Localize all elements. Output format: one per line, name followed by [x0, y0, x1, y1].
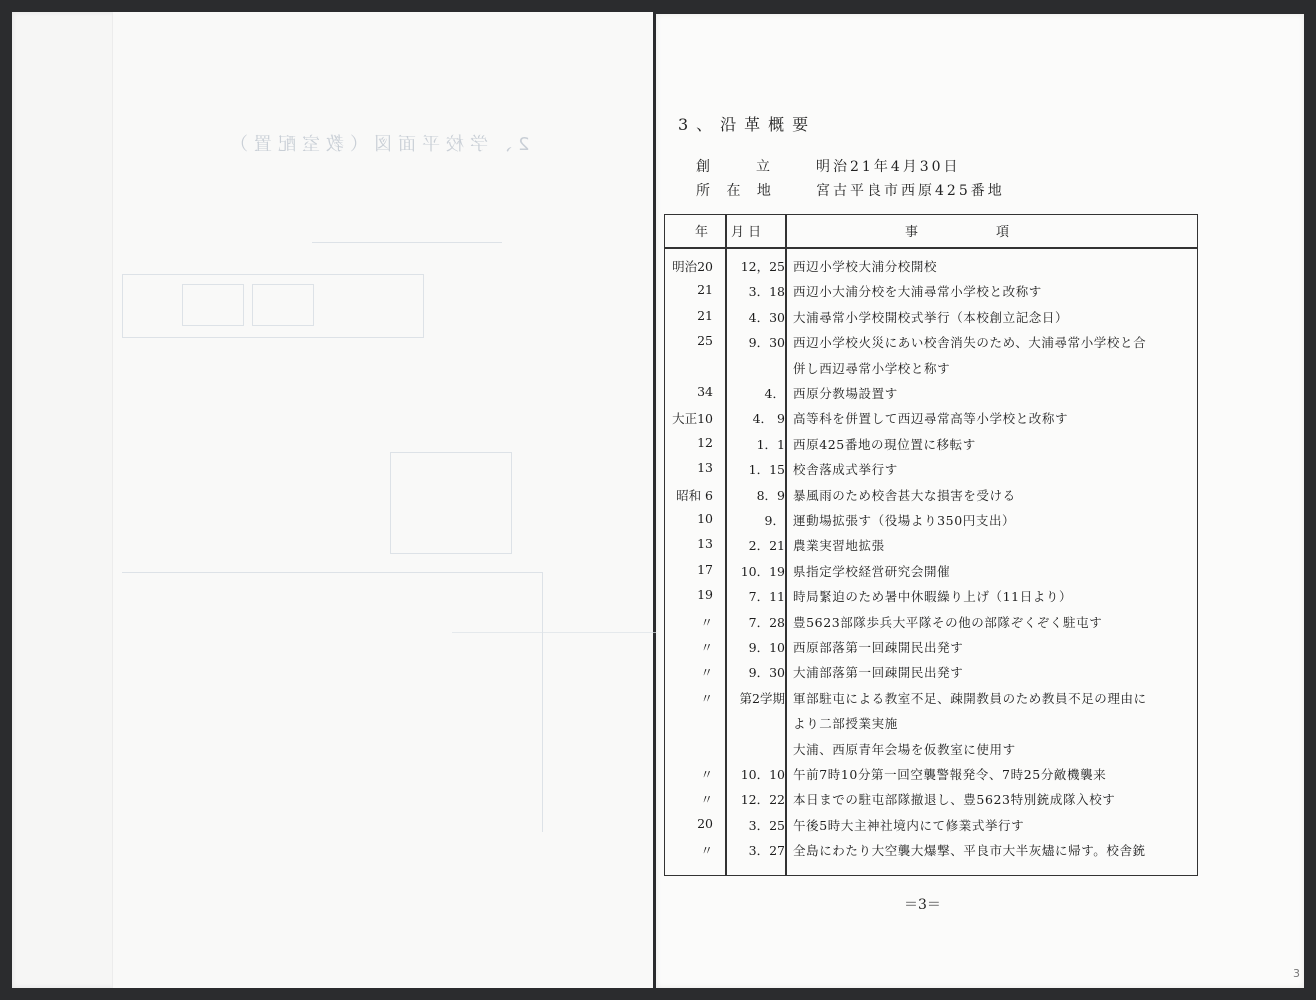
row-event: 校舎落成式挙行す [793, 462, 898, 478]
row-date: 9．30 [748, 335, 785, 351]
table-row [665, 456, 1197, 481]
row-event: 本日までの駐屯部隊撤退し、豊5623特別銃成隊入校す [793, 792, 1116, 808]
row-date: 1．1 [756, 436, 785, 452]
table-row [665, 431, 1197, 456]
header-year: 年 [695, 225, 709, 240]
section-heading: 3、沿革概要 [678, 115, 817, 134]
row-event: 県指定学校経営研究会開催 [793, 563, 951, 579]
ghost-line [542, 572, 543, 832]
corner-mark: 3 [1293, 967, 1300, 980]
row-date: 9． [764, 513, 785, 528]
row-year: 〃 [700, 792, 713, 808]
row-event: より二部授業実施 [793, 716, 898, 732]
row-event: 西原部落第一回疎開民出発す [793, 640, 964, 655]
row-year: 13 [697, 460, 713, 476]
row-event: 豊5623部隊歩兵大平隊その他の部隊ぞくぞく駐屯す [793, 614, 1103, 630]
row-year: 21 [697, 307, 713, 323]
row-year: 昭和 6 [676, 487, 713, 503]
row-date: 4． [764, 386, 785, 401]
header-date: 月 日 [731, 225, 762, 240]
row-date: 第2学期 [739, 690, 785, 706]
table-row [665, 736, 1197, 761]
row-event: 併し西辺尋常小学校と称す [793, 360, 951, 376]
row-year: 34 [697, 384, 713, 399]
row-year: 明治20 [672, 259, 713, 274]
row-date: 12．22 [740, 792, 785, 808]
table-row [665, 761, 1197, 786]
row-year: 〃 [700, 767, 713, 782]
table-row [665, 583, 1197, 608]
row-year: 〃 [700, 665, 713, 681]
row-event: 西原425番地の現位置に移転す [793, 436, 976, 452]
row-year: 〃 [700, 690, 713, 706]
row-date: 9．30 [748, 665, 785, 681]
row-event: 午前7時10分第一回空襲警報発令、7時25分敵機襲来 [793, 767, 1107, 782]
row-date: 12，25 [740, 259, 785, 274]
table-row [665, 786, 1197, 811]
left-page-flap [112, 12, 653, 988]
header-event: 事 項 [905, 225, 1010, 240]
table-header-divider [665, 247, 1197, 249]
row-date: 10．10 [740, 767, 785, 782]
ghost-room [182, 284, 244, 326]
table-row [665, 710, 1197, 735]
row-event: 西辺小大浦分校を大浦尋常小学校と改称す [793, 284, 1042, 300]
table-row [665, 812, 1197, 837]
table-row [665, 837, 1197, 862]
row-date: 10．19 [740, 563, 785, 579]
table-row [665, 329, 1197, 354]
row-event: 軍部駐屯による教室不足、疎開教員のため教員不足の理由に [793, 690, 1147, 706]
table-row [665, 405, 1197, 430]
row-year: 〃 [700, 640, 713, 655]
row-date: 3．25 [748, 817, 785, 833]
ghost-line [122, 572, 542, 573]
row-event: 暴風雨のため校舎甚大な損害を受ける [793, 487, 1016, 503]
row-date: 4． 9 [752, 411, 785, 427]
row-date: 7．11 [748, 589, 785, 605]
founding-label: 創 立 [696, 159, 776, 175]
left-page [12, 12, 652, 988]
page-number: ＝3＝ [904, 897, 941, 913]
ghost-building [390, 452, 512, 554]
row-event: 時局緊迫のため暑中休暇繰り上げ（11日より） [793, 589, 1073, 605]
ghost-line [452, 632, 682, 633]
row-year: 10 [697, 511, 713, 526]
table-row [665, 558, 1197, 583]
table-row [665, 380, 1197, 405]
row-event: 全島にわたり大空襲大爆撃、平良市大半灰燼に帰す。校舎銃 [793, 843, 1146, 859]
table-row [665, 253, 1197, 278]
row-event: 農業実習地拡張 [793, 538, 885, 554]
row-year: 17 [697, 561, 713, 577]
row-event: 西辺小学校火災にあい校舎消失のため、大浦尋常小学校と合 [793, 335, 1147, 351]
row-year: 19 [697, 587, 713, 603]
row-event: 西辺小学校大浦分校開校 [793, 259, 938, 274]
row-year: 20 [697, 815, 713, 831]
row-event: 高等科を併置して西辺尋常高等小学校と改称す [793, 411, 1069, 427]
table-row [665, 304, 1197, 329]
row-date: 4．30 [748, 309, 785, 325]
row-event: 大浦部落第一回疎開民出発す [793, 665, 964, 681]
row-year: 25 [697, 333, 713, 349]
row-year: 〃 [700, 614, 713, 630]
table-row [665, 659, 1197, 684]
right-page [656, 14, 1304, 988]
row-date: 1．15 [748, 462, 785, 478]
ghost-line [312, 242, 502, 243]
row-date: 8．9 [756, 487, 785, 503]
row-date: 3．27 [748, 843, 785, 859]
table-row [665, 355, 1197, 380]
row-event: 運動場拡張す（役場より350円支出） [793, 513, 1016, 528]
row-year: 13 [697, 536, 713, 552]
founding-value: 明治21年4月30日 [816, 159, 961, 175]
row-year: 21 [697, 282, 713, 298]
row-year: 大正10 [672, 411, 713, 427]
ghost-title: 2、学校平面図（教室配置） [224, 134, 530, 155]
table-row [665, 685, 1197, 710]
row-date: 9．10 [748, 640, 785, 655]
row-event: 大浦、西原青年会場を仮教室に使用す [793, 741, 1016, 757]
history-table [664, 214, 1198, 876]
row-date: 7．28 [748, 614, 785, 630]
ghost-room [252, 284, 314, 326]
row-year: 12 [697, 434, 713, 450]
row-date: 3．18 [748, 284, 785, 300]
row-event: 西原分教場設置す [793, 386, 898, 401]
table-row [665, 609, 1197, 634]
row-event: 午後5時大主神社境内にて修業式挙行す [793, 817, 1025, 833]
table-row [665, 634, 1197, 659]
table-row [665, 482, 1197, 507]
row-year: 〃 [700, 843, 713, 859]
table-row [665, 532, 1197, 557]
row-date: 2．21 [748, 538, 785, 554]
row-event: 大浦尋常小学校開校式挙行（本校創立記念日） [793, 309, 1069, 325]
location-value: 宮古平良市西原425番地 [816, 183, 1005, 199]
table-row [665, 278, 1197, 303]
table-row [665, 507, 1197, 532]
location-label: 所 在 地 [696, 183, 777, 199]
